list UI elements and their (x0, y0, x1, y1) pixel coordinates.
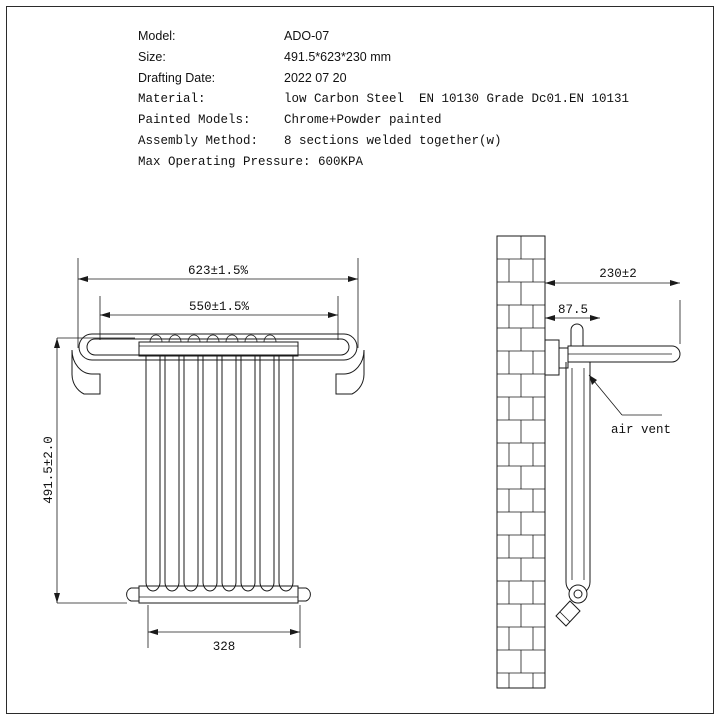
front-view (42, 258, 364, 654)
spec-value-painted-models: Chrome+Powder painted (284, 113, 442, 127)
side-upper-post (571, 324, 583, 346)
side-view (497, 236, 680, 688)
side-dim-offset (545, 300, 600, 340)
spec-value-size: 491.5*623*230 mm (284, 50, 392, 64)
front-dim-height (42, 338, 135, 603)
side-radiator-tube (566, 362, 590, 594)
front-dim-height-label: 491.5±2.0 (42, 436, 56, 504)
front-dim-inner-width-label: 550±1.5% (188, 300, 250, 314)
front-dim-overall-width-label: 623±1.5% (187, 264, 249, 278)
air-vent-label: air vent (611, 423, 672, 437)
radiator-columns (146, 356, 293, 591)
side-dim-offset-label: 87.5 (557, 303, 589, 317)
spec-value-material: low Carbon Steel EN 10130 Grade Dc01.EN 10131 (284, 92, 630, 106)
air-vent-annotation (589, 375, 671, 437)
spec-value-model: ADO-07 (284, 29, 330, 43)
spec-label-model: Model: (138, 29, 176, 43)
spec-label-painted-models: Painted Models: (138, 113, 251, 127)
spec-label-max-pressure: Max Operating Pressure: 600KPA (138, 155, 364, 169)
rail-supports (72, 350, 364, 394)
spec-label-assembly-method: Assembly Method: (138, 134, 259, 148)
wall-brick-pattern (497, 236, 545, 688)
spec-label-drafting-date: Drafting Date: (138, 71, 216, 85)
radiator-top-header (139, 342, 298, 356)
front-dim-inner-width (100, 296, 338, 340)
side-dim-depth-label: 230±2 (599, 267, 637, 281)
side-bottom-valve (556, 585, 587, 626)
wall-bracket (545, 340, 568, 375)
spec-value-drafting-date: 2022 07 20 (284, 71, 347, 85)
front-dim-base-width-label: 328 (212, 640, 236, 654)
side-dim-depth (545, 236, 680, 344)
front-dim-base-width (148, 605, 300, 654)
spec-label-material: Material: (138, 92, 206, 106)
side-towel-bar (568, 346, 680, 362)
spec-value-assembly-method: 8 sections welded together(w) (284, 134, 502, 148)
radiator-bottom-header (127, 586, 311, 603)
spec-label-size: Size: (138, 50, 166, 64)
